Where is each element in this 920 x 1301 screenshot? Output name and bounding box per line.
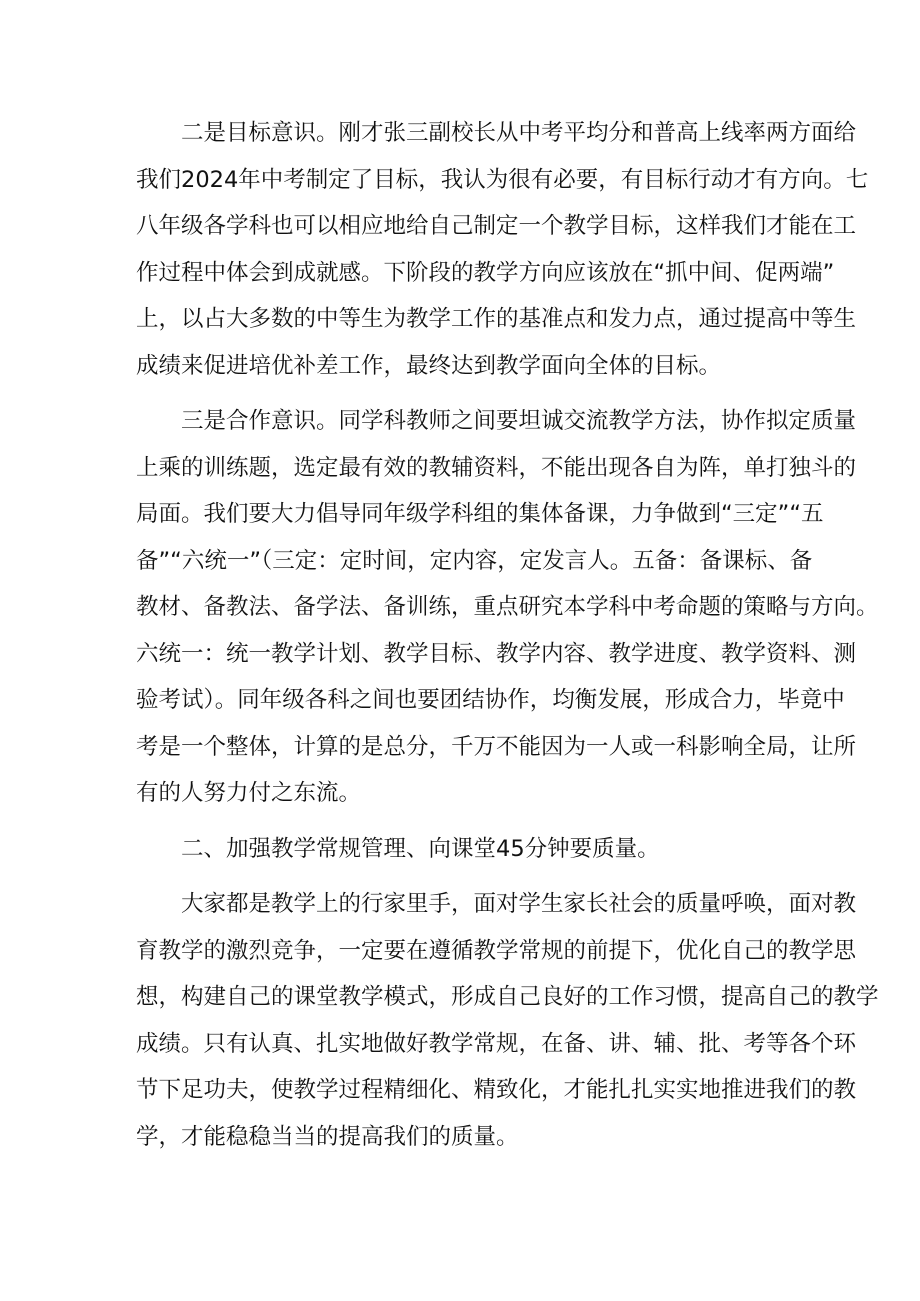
- text-line: 上乘的训练题，选定最有效的教辅资料，不能出现各自为阵，单打独斗的: [136, 454, 857, 481]
- text-line: 学，才能稳稳当当的提高我们的质量。: [136, 1123, 519, 1150]
- text-line: 上，以占大多数的中等生为教学工作的基准点和发力点，通过提高中等生: [136, 306, 857, 332]
- paragraph-cooperation-awareness: [136, 398, 879, 817]
- text-line: 有的人努力付之东流。: [136, 780, 362, 806]
- text-line: 教材、备教法、备学法、备训练，重点研究本学科中考命题的策略与方向。: [136, 594, 879, 620]
- text-line: 成绩。只有认真、扎实地做好教学常规，在备、讲、辅、批、考等各个环: [136, 1030, 857, 1057]
- text-line: 六统一：统一教学计划、教学目标、教学内容、教学进度、教学资料、测: [136, 640, 857, 667]
- text-line: 验考试）。同年级各科之间也要团结协作，均衡发展，形成合力，毕竟中: [136, 687, 845, 713]
- paragraph-teaching-routine: [136, 881, 879, 1160]
- heading-text: 二、加强教学常规管理、向课堂45分钟要质量。: [181, 835, 660, 862]
- text-line: 节下足功夫，使教学过程精细化、精致化，才能扎扎实实地推进我们的教: [136, 1077, 857, 1103]
- text-line: 我们2024年中考制定了目标，我认为很有必要，有目标行动才有方向。七: [136, 166, 869, 193]
- text-line: 考是一个整体，计算的是总分，千万不能因为一人或一科影响全局，让所: [136, 733, 857, 760]
- text-line: 三是合作意识。同学科教师之间要坦诚交流教学方法，协作拟定质量: [181, 408, 857, 434]
- text-line: 成绩来促进培优补差工作，最终达到教学面向全体的目标。: [136, 352, 722, 379]
- text-line: 想，构建自己的课堂教学模式，形成自己良好的工作习惯，提高自己的教学: [136, 984, 879, 1010]
- section-heading: [136, 826, 796, 873]
- text-line: 局面。我们要大力倡导同年级学科组的集体备课，力争做到“三定”“五: [136, 501, 824, 527]
- text-line: 作过程中体会到成就感。下阶段的教学方向应该放在“抓中间、促两端”: [136, 259, 835, 286]
- text-line: 二是目标意识。刚才张三副校长从中考平均分和普高上线率两方面给: [181, 120, 857, 146]
- text-line: 备”“六统一”（三定：定时间，定内容，定发言人。五备：备课标、备: [136, 547, 813, 574]
- text-line: 八年级各学科也可以相应地给自己制定一个教学目标，这样我们才能在工: [136, 213, 857, 239]
- text-line: 育教学的激烈竞争，一定要在遵循教学常规的前提下，优化自己的教学思: [136, 937, 857, 964]
- paragraph-goal-awareness: [136, 110, 869, 389]
- text-line: 大家都是教学上的行家里手，面对学生家长社会的质量呼唤，面对教: [181, 891, 857, 917]
- document-body: [136, 110, 879, 1169]
